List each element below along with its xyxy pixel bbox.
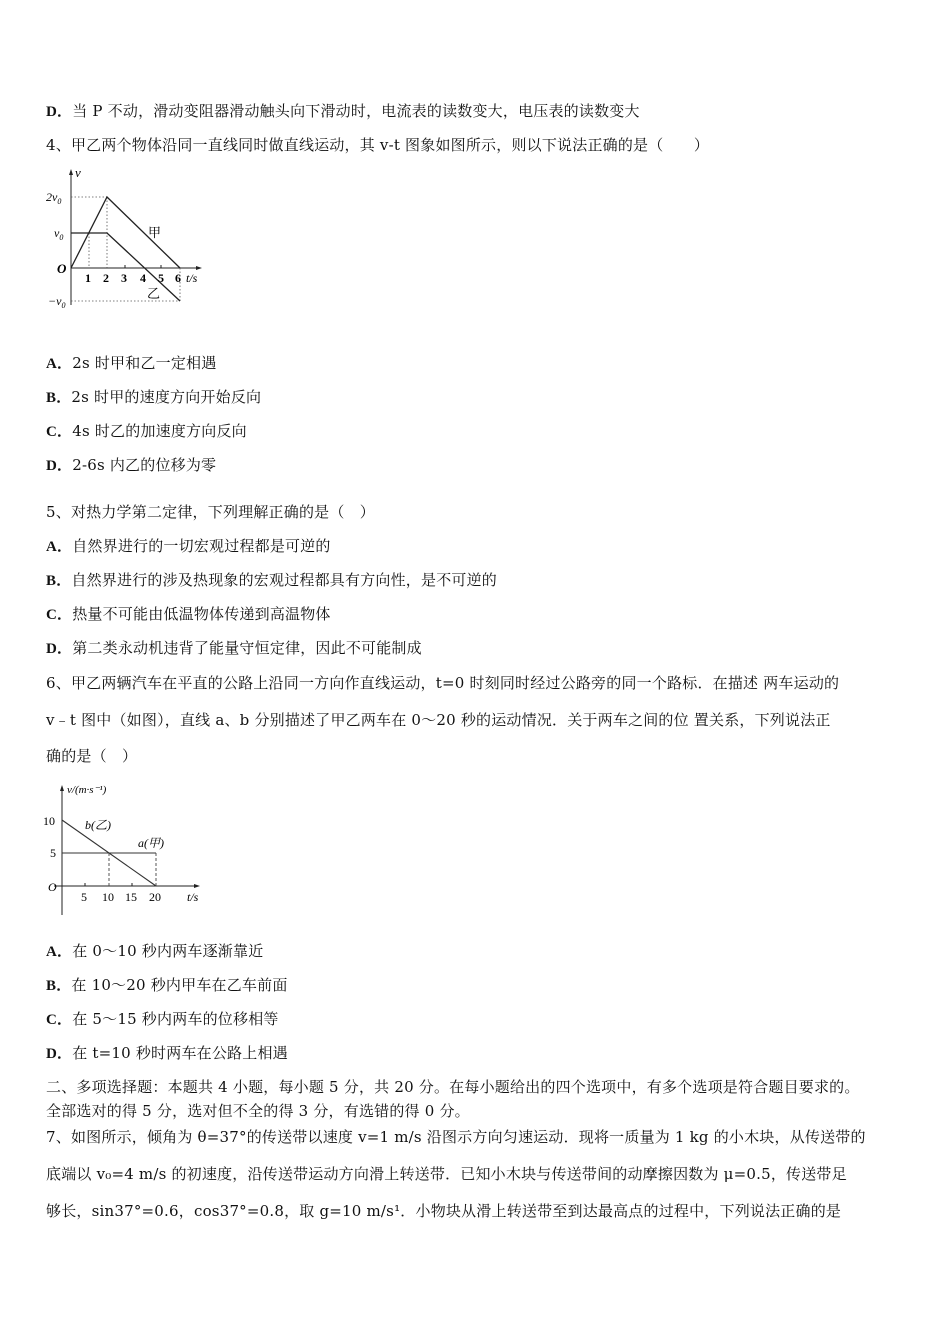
q4-vt-chart [40, 165, 220, 310]
svg-text:10: 10 [43, 814, 55, 828]
svg-text:t/s: t/s [186, 271, 198, 285]
q4-option-a: A．2s 时甲和乙一定相遇 [46, 354, 217, 372]
option-text: 当 P 不动，滑动变阻器滑动触头向下滑动时，电流表的读数变大，电压表的读数变大 [72, 102, 640, 120]
svg-text:v0: $v_0$ [54, 226, 64, 242]
option-letter: D． [46, 104, 73, 120]
svg-text:2: 2 [103, 271, 109, 285]
q6-option-b: B．在 10～20 秒内甲车在乙车前面 [46, 976, 288, 994]
q4-stem: 4、甲乙两个物体沿同一直线同时做直线运动，其 v-t 图象如图所示，则以下说法正确的是（ ） [46, 136, 710, 154]
section2-heading-line-2: 全部选对的得 5 分，选对但不全的得 3 分，有选错的得 0 分。 [46, 1102, 470, 1120]
q6-option-c: C．在 5～15 秒内两车的位移相等 [46, 1010, 279, 1028]
svg-text:20: 20 [149, 890, 161, 904]
svg-text:6: 6 [175, 271, 181, 285]
q6-stem-line-3: 确的是（ ） [46, 747, 138, 765]
q3-option-d [46, 101, 640, 122]
svg-text:乙: 乙 [147, 286, 161, 301]
svg-text:−v0: $-v_0$ [48, 294, 66, 310]
svg-text:2v0: $2v_0$ [46, 190, 62, 206]
svg-text:t/s: t/s [187, 890, 199, 904]
section2-heading-line-1: 二、多项选择题：本题共 4 小题，每小题 5 分，共 20 分。在每小题给出的四个选项中，有多个选项是符合题目要求的。 [46, 1078, 860, 1096]
q6-stem-line-2: v﹣t 图中（如图），直线 a、b 分别描述了甲乙两车在 0～20 秒的运动情况．关于两车之间的位 置关系，下列说法正 [46, 711, 831, 729]
svg-text:O: O [57, 261, 67, 276]
q5-option-a: A．自然界进行的一切宏观过程都是可逆的 [46, 537, 331, 555]
svg-text:v/(m·s⁻¹): v/(m·s⁻¹) [67, 784, 107, 796]
q6-option-a: A．在 0～10 秒内两车逐渐靠近 [46, 942, 264, 960]
svg-text:b(乙): b(乙) [85, 818, 111, 832]
q7-stem-line-1: 7、如图所示，倾角为 θ=37°的传送带以速度 v=1 m/s 沿图示方向匀速运动．现将一质量为 1 kg 的小木块，从传送带的 [46, 1128, 866, 1146]
q4-option-d: D．2-6s 内乙的位移为零 [46, 456, 217, 474]
svg-text:v: v [75, 165, 81, 180]
q4-option-b: B．2s 时甲的速度方向开始反向 [46, 388, 262, 406]
svg-text:5: 5 [50, 846, 56, 860]
q5-option-d: D．第二类永动机违背了能量守恒定律，因此不可能制成 [46, 639, 422, 657]
svg-text:O: O [48, 880, 57, 894]
svg-text:1: 1 [85, 271, 91, 285]
q6-vt-chart [40, 775, 220, 920]
svg-text:15: 15 [125, 890, 137, 904]
q7-stem-line-2: 底端以 v₀=4 m/s 的初速度，沿传送带运动方向滑上转送带．已知小木块与传送带间的动摩擦因数为 μ=0.5，传送带足 [46, 1165, 847, 1183]
q6-stem-line-1: 6、甲乙两辆汽车在平直的公路上沿同一方向作直线运动，t=0 时刻同时经过公路旁的同一个路标．在描述 两车运动的 [46, 674, 840, 692]
q5-option-c: C．热量不可能由低温物体传递到高温物体 [46, 605, 331, 623]
svg-text:3: 3 [121, 271, 127, 285]
svg-text:5: 5 [158, 271, 164, 285]
q5-option-b: B．自然界进行的涉及热现象的宏观过程都具有方向性，是不可逆的 [46, 571, 498, 589]
svg-text:10: 10 [102, 890, 114, 904]
svg-text:5: 5 [81, 890, 87, 904]
q6-option-d: D．在 t=10 秒时两车在公路上相遇 [46, 1044, 288, 1062]
q5-stem: 5、对热力学第二定律，下列理解正确的是（ ） [46, 503, 375, 521]
svg-text:a(甲): a(甲) [138, 836, 164, 850]
svg-text:4: 4 [140, 271, 146, 285]
q4-option-c: C．4s 时乙的加速度方向反向 [46, 422, 247, 440]
svg-text:甲: 甲 [148, 225, 162, 240]
q7-stem-line-3: 够长，sin37°=0.6，cos37°=0.8，取 g=10 m/s¹．小物块从滑上转送带至到达最高点的过程中，下列说法正确的是 [46, 1202, 842, 1220]
